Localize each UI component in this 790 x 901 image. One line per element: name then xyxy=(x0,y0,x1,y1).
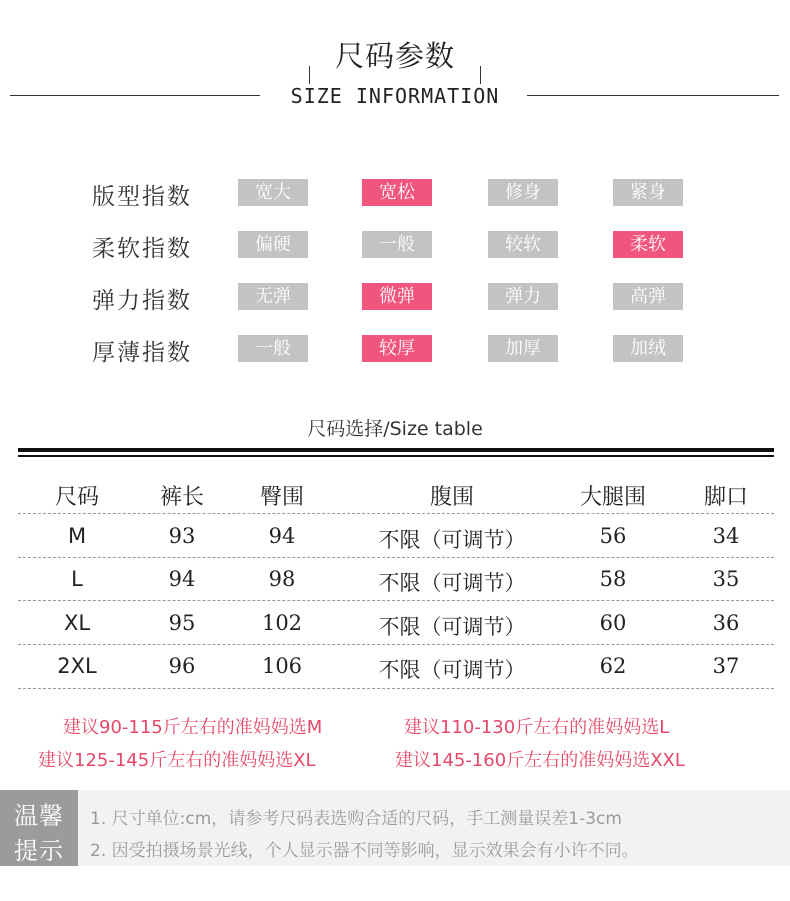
table-cell: 94 xyxy=(168,567,196,591)
table-cell: 62 xyxy=(599,654,627,678)
recommendation-xl: 建议125-145斤左右的准妈妈选XL xyxy=(38,750,316,771)
recommendation-xxl: 建议145-160斤左右的准妈妈选XXL xyxy=(395,750,685,771)
index-chip: 宽大 xyxy=(238,179,308,206)
table-header-cell: 脚口 xyxy=(703,485,748,510)
title-right-tick xyxy=(480,66,481,84)
index-chip: 加厚 xyxy=(488,335,558,362)
table-cell: 94 xyxy=(268,524,296,548)
index-chip-selected: 较厚 xyxy=(362,335,432,362)
table-row-divider xyxy=(18,600,774,601)
table-cell: 不限（可调节） xyxy=(378,615,526,639)
tips-heading-line2: 提示 xyxy=(14,837,64,865)
page-subtitle: SIZE INFORMATION xyxy=(290,84,500,108)
table-cell: 58 xyxy=(599,567,627,591)
table-cell: 93 xyxy=(168,524,196,548)
table-cell: 2XL xyxy=(57,654,97,678)
recommendation-l: 建议110-130斤左右的准妈妈选L xyxy=(404,717,670,738)
table-cell: 36 xyxy=(712,611,740,635)
index-chip: 一般 xyxy=(362,231,432,258)
index-chip: 较软 xyxy=(488,231,558,258)
table-cell: 106 xyxy=(261,654,303,678)
index-chip: 紧身 xyxy=(613,179,683,206)
page-title: 尺码参数 xyxy=(334,39,455,73)
index-chip: 加绒 xyxy=(613,335,683,362)
table-cell: 96 xyxy=(168,654,196,678)
index-chip: 偏硬 xyxy=(238,231,308,258)
table-top-bar-thin xyxy=(18,455,774,457)
title-left-tick xyxy=(309,66,310,84)
index-chip-selected: 微弹 xyxy=(362,283,432,310)
table-cell: 不限（可调节） xyxy=(378,528,526,552)
tip-item-2: 2. 因受拍摄场景光线，个人显示器不同等影响，显示效果会有小许不同。 xyxy=(90,841,639,861)
table-cell: 34 xyxy=(712,524,740,548)
table-header-cell: 裤长 xyxy=(159,485,204,510)
table-cell: M xyxy=(67,524,87,548)
table-cell: 56 xyxy=(599,524,627,548)
table-cell: 35 xyxy=(712,567,740,591)
table-cell: 37 xyxy=(712,654,740,678)
index-label: 厚薄指数 xyxy=(92,340,192,366)
size-table-title: 尺码选择/Size table xyxy=(307,418,483,440)
index-chip-selected: 宽松 xyxy=(362,179,432,206)
table-cell: XL xyxy=(63,611,91,635)
table-row-divider xyxy=(18,688,774,689)
table-top-bar xyxy=(18,448,774,452)
index-label: 弹力指数 xyxy=(92,288,192,314)
index-chip: 弹力 xyxy=(488,283,558,310)
index-label: 版型指数 xyxy=(92,184,192,210)
table-row-divider xyxy=(18,557,774,558)
index-label: 柔软指数 xyxy=(92,236,192,262)
table-row-divider xyxy=(18,513,774,514)
table-header-cell: 尺码 xyxy=(54,485,99,510)
table-cell: 102 xyxy=(261,611,303,635)
table-cell: 60 xyxy=(599,611,627,635)
table-header-cell: 臀围 xyxy=(259,485,304,510)
index-chip: 无弹 xyxy=(238,283,308,310)
table-cell: 不限（可调节） xyxy=(378,571,526,595)
index-chip: 一般 xyxy=(238,335,308,362)
table-row-divider xyxy=(18,644,774,645)
index-chip: 修身 xyxy=(488,179,558,206)
table-cell: 95 xyxy=(168,611,196,635)
table-header-cell: 腹围 xyxy=(429,485,474,510)
recommendation-m: 建议90-115斤左右的准妈妈选M xyxy=(63,717,323,738)
tips-heading-line1: 温馨 xyxy=(14,802,64,830)
index-chip-selected: 柔软 xyxy=(613,231,683,258)
table-cell: 不限（可调节） xyxy=(378,658,526,682)
index-chip: 高弹 xyxy=(613,283,683,310)
tip-item-1: 1. 尺寸单位:cm，请参考尺码表选购合适的尺码，手工测量误差1-3cm xyxy=(90,809,622,829)
table-cell: 98 xyxy=(268,567,296,591)
table-cell: L xyxy=(71,567,83,591)
table-header-cell: 大腿围 xyxy=(579,485,646,510)
